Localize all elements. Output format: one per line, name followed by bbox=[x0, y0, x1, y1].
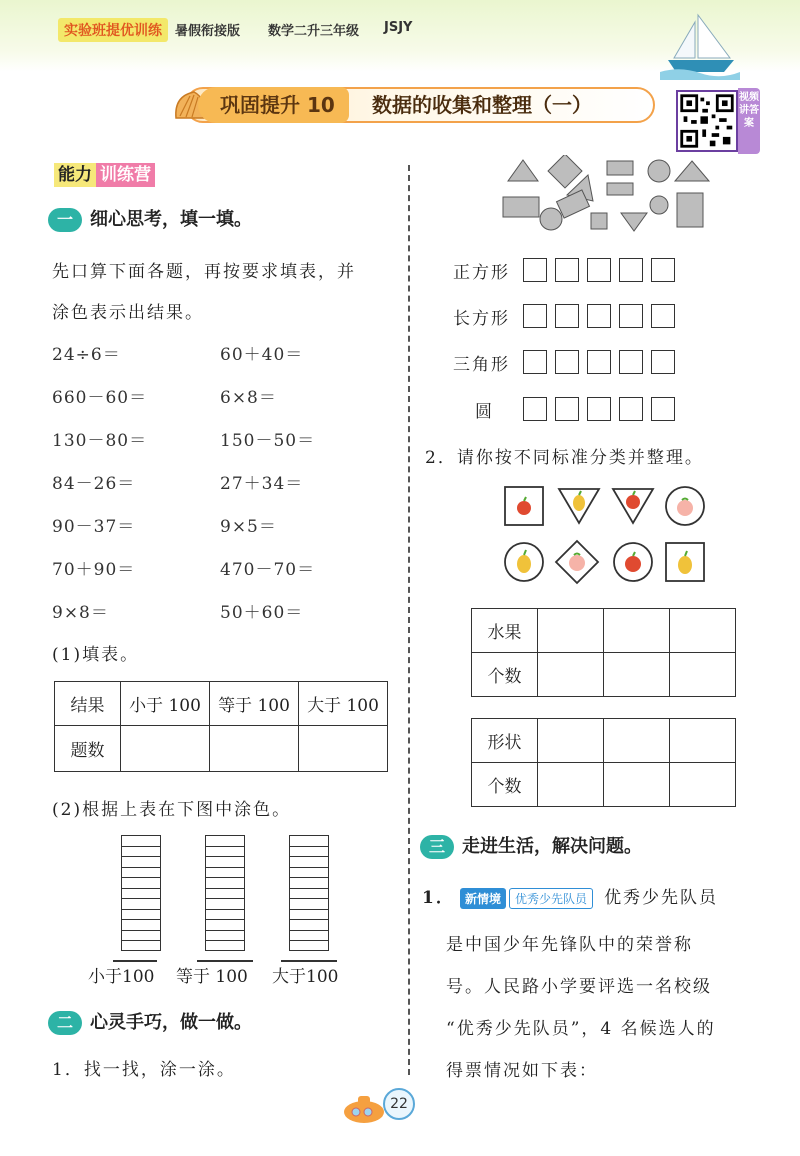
result-table bbox=[54, 681, 388, 772]
new-context-badge: 新情境 bbox=[460, 888, 506, 909]
apple-square-card bbox=[503, 485, 545, 527]
q-line1: 优秀少先队员 bbox=[604, 888, 719, 908]
ability-part1: 能力 bbox=[54, 163, 96, 187]
table-cell[interactable] bbox=[670, 763, 736, 807]
table-header: 结果 bbox=[55, 682, 121, 726]
q2-color-chart: (2)根据上表在下图中涂色。 bbox=[52, 800, 292, 820]
peach-diamond-card bbox=[554, 539, 600, 585]
shape-table-label: 形状 bbox=[472, 719, 538, 763]
table-cell[interactable] bbox=[604, 719, 670, 763]
section1-title: 细心思考，填一填。 bbox=[90, 209, 252, 230]
equation: 9×5＝ bbox=[220, 517, 277, 537]
section1-heading bbox=[48, 205, 252, 232]
table-header: 等于 100 bbox=[210, 682, 299, 726]
fruit-table-label: 个数 bbox=[472, 653, 538, 697]
table-cell[interactable] bbox=[670, 609, 736, 653]
shapes-figure bbox=[495, 155, 725, 240]
table-cell[interactable] bbox=[538, 719, 604, 763]
equation: 660－60＝ bbox=[52, 388, 148, 408]
topic-badge: 优秀少先队员 bbox=[509, 888, 593, 909]
equation: 70＋90＝ bbox=[52, 560, 136, 580]
shape-label-rectangle: 长方形 bbox=[453, 309, 510, 329]
q-line4: “优秀少先队员”，4 名候选人的 bbox=[446, 1019, 716, 1039]
table-cell[interactable] bbox=[121, 726, 210, 772]
equation: 90－37＝ bbox=[52, 517, 136, 537]
grade-label: 数学二升三年级 bbox=[268, 24, 360, 39]
shape-table-label: 个数 bbox=[472, 763, 538, 807]
equation: 470－70＝ bbox=[220, 560, 316, 580]
section3-number: 三 bbox=[420, 835, 454, 859]
shape-table bbox=[471, 718, 736, 807]
table-cell[interactable] bbox=[604, 763, 670, 807]
q-line3: 号。人民路小学要评选一名校级 bbox=[446, 977, 712, 997]
square-boxes[interactable] bbox=[523, 258, 675, 282]
equation: 24÷6＝ bbox=[52, 345, 121, 365]
bar-column-less[interactable] bbox=[121, 835, 161, 951]
column-divider bbox=[408, 165, 410, 1075]
pear-circle-card bbox=[503, 541, 545, 583]
section1-number: 一 bbox=[48, 208, 82, 232]
section3-title: 走进生活，解决问题。 bbox=[462, 836, 642, 857]
equations-right bbox=[220, 340, 315, 641]
bar-column-equal[interactable] bbox=[205, 835, 245, 951]
triangle-boxes[interactable] bbox=[523, 350, 675, 374]
equation: 27＋34＝ bbox=[220, 474, 304, 494]
bar-column-greater[interactable] bbox=[289, 835, 329, 951]
equation: 6×8＝ bbox=[220, 388, 277, 408]
table-header: 小于 100 bbox=[121, 682, 210, 726]
section2-q2: 2．请你按不同标准分类并整理。 bbox=[425, 448, 704, 468]
q-line5: 得票情况如下表： bbox=[446, 1061, 598, 1081]
q-line2: 是中国少年先锋队中的荣誉称 bbox=[446, 935, 693, 955]
ability-label bbox=[54, 160, 155, 185]
section2-heading bbox=[48, 1008, 252, 1035]
table-cell[interactable] bbox=[670, 653, 736, 697]
circle-boxes[interactable] bbox=[523, 397, 675, 421]
rectangle-boxes[interactable] bbox=[523, 304, 675, 328]
q-number: 1． bbox=[422, 888, 455, 908]
table-header: 大于 100 bbox=[299, 682, 388, 726]
table-cell[interactable] bbox=[538, 763, 604, 807]
section1-intro-line2: 涂色表示出结果。 bbox=[52, 303, 204, 323]
equation: 84－26＝ bbox=[52, 474, 136, 494]
table-cell[interactable] bbox=[210, 726, 299, 772]
ability-part2: 训练营 bbox=[96, 163, 155, 187]
equation: 50＋60＝ bbox=[220, 603, 304, 623]
section3-heading bbox=[420, 832, 642, 859]
equation: 9×8＝ bbox=[52, 603, 109, 623]
sailboat-icon bbox=[660, 10, 740, 80]
equation: 60＋40＝ bbox=[220, 345, 304, 365]
section1-intro-line1: 先口算下面各题，再按要求填表，并 bbox=[52, 262, 356, 282]
apple-triangle-card bbox=[610, 485, 656, 527]
table-cell[interactable] bbox=[670, 719, 736, 763]
bar-label: 小于100 bbox=[88, 967, 155, 987]
shape-label-square: 正方形 bbox=[453, 263, 510, 283]
shape-label-triangle: 三角形 bbox=[453, 355, 510, 375]
table-cell[interactable] bbox=[538, 653, 604, 697]
pear-square-card bbox=[664, 541, 706, 583]
section3-q1-head bbox=[422, 883, 718, 909]
equation: 150－50＝ bbox=[220, 431, 316, 451]
section2-title: 心灵手巧，做一做。 bbox=[90, 1012, 252, 1033]
lesson-topic: 数据的收集和整理（一） bbox=[372, 93, 592, 117]
bar-label: 大于100 bbox=[272, 967, 339, 987]
qr-code-icon[interactable] bbox=[676, 90, 738, 152]
edition-label: 暑假衔接版 bbox=[175, 24, 241, 39]
q1-fill-table: (1)填表。 bbox=[52, 645, 140, 665]
fruit-table bbox=[471, 608, 736, 697]
table-cell[interactable] bbox=[299, 726, 388, 772]
apple-circle-card bbox=[612, 541, 654, 583]
code-label: JSJY bbox=[384, 20, 413, 35]
table-cell[interactable] bbox=[538, 609, 604, 653]
brand-tag: 实验班提优训练 bbox=[58, 18, 168, 42]
table-cell[interactable] bbox=[604, 653, 670, 697]
peach-circle-card bbox=[664, 485, 706, 527]
section2-q1: 1．找一找，涂一涂。 bbox=[52, 1060, 236, 1080]
table-cell[interactable] bbox=[604, 609, 670, 653]
bar-label: 等于 100 bbox=[176, 967, 248, 987]
shape-label-circle: 圆 bbox=[475, 402, 494, 422]
table-row-label: 题数 bbox=[55, 726, 121, 772]
equations-left bbox=[52, 340, 147, 641]
equation: 130－80＝ bbox=[52, 431, 148, 451]
fruit-table-label: 水果 bbox=[472, 609, 538, 653]
lesson-label: 巩固提升 10 bbox=[198, 87, 349, 123]
section2-number: 二 bbox=[48, 1011, 82, 1035]
qr-side-label: 视频讲答案 bbox=[738, 88, 760, 154]
page-number: 22 bbox=[383, 1088, 415, 1120]
pear-triangle-card bbox=[556, 485, 602, 527]
